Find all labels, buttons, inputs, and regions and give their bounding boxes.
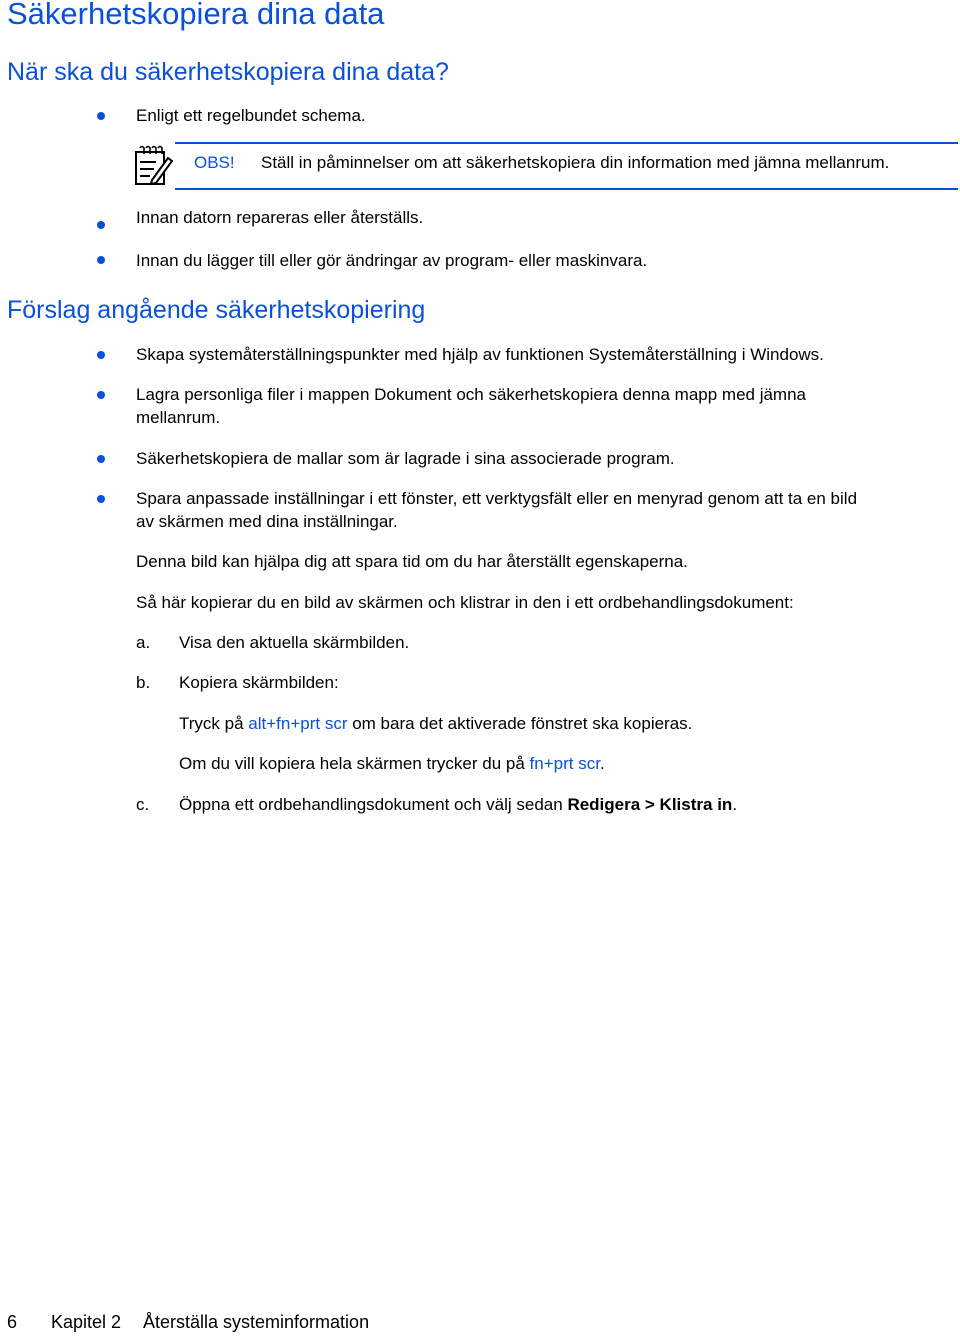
step-c-pre: Öppna ett ordbehandlingsdokument och välj sedan [179,795,568,814]
note-bottom-rule [175,188,958,190]
bullet-icon [97,455,105,463]
key-combo-fn-prtscr: fn+prt scr [529,754,600,773]
step-b-sub2-pre: Om du vill kopiera hela skärmen trycker du på [179,754,530,773]
note-icon [134,144,174,188]
bullet-icon [97,221,105,229]
step-b-sub1 [179,712,692,735]
list-item: Spara anpassade inställningar i ett fönster, ett verktygsfält eller en menyrad genom att ta en bild [136,489,858,508]
step-text-b: Kopiera skärmbilden: [179,673,339,692]
step-text-c [179,793,737,816]
bullet-icon [97,351,105,359]
note-text: Ställ in påminnelser om att säkerhetskopiera din information med jämna mellanrum. [261,153,890,172]
list-item: Skapa systemåterställningspunkter med hjälp av funktionen Systemåterställning i Windows. [136,345,824,364]
step-b-sub2-post: . [599,754,605,773]
list-item: Säkerhetskopiera de mallar som är lagrade i sina associerade program. [136,449,675,468]
step-b-sub1-post: om bara det aktiverade fönstret ska kopieras. [347,714,693,733]
menu-path: Redigera > Klistra in [567,795,733,814]
list-item-continuation: mellanrum. [136,408,221,427]
step-b-sub2 [179,752,605,775]
step-c-post: . [732,795,738,814]
step-text-a: Visa den aktuella skärmbilden. [179,633,410,652]
paragraph: Denna bild kan hjälpa dig att spara tid om du har återställt egenskaperna. [136,552,688,571]
chapter-label: Kapitel 2 [51,1312,122,1332]
key-combo-alt-fn-prtscr: alt+fn+prt scr [248,714,348,733]
bullet-icon [97,112,105,120]
list-item: Lagra personliga filer i mappen Dokument och säkerhetskopiera denna mapp med jämna [136,385,806,404]
bullet-icon [97,495,105,503]
step-label-c: c. [136,795,150,814]
section-title-suggestions: Förslag angående säkerhetskopiering [7,296,426,324]
step-label-a: a. [136,633,151,652]
section-title-when: När ska du säkerhetskopiera dina data? [7,58,449,86]
note-label: OBS! [194,153,235,172]
note-top-rule [175,142,958,144]
page-title: Säkerhetskopiera dina data [7,0,385,31]
step-label-b: b. [136,673,151,692]
bullet-icon [97,256,105,264]
bullet-icon [97,391,105,399]
page-number: 6 [7,1312,18,1332]
list-item-continuation: av skärmen med dina inställningar. [136,512,398,531]
paragraph: Så här kopierar du en bild av skärmen och klistrar in den i ett ordbehandlingsdokument: [136,593,794,612]
step-b-sub1-pre: Tryck på [179,714,249,733]
list-item: Innan datorn repareras eller återställs. [136,208,424,227]
chapter-title: Återställa systeminformation [143,1312,370,1332]
list-item: Enligt ett regelbundet schema. [136,106,366,125]
list-item: Innan du lägger till eller gör ändringar av program- eller maskinvara. [136,251,648,270]
